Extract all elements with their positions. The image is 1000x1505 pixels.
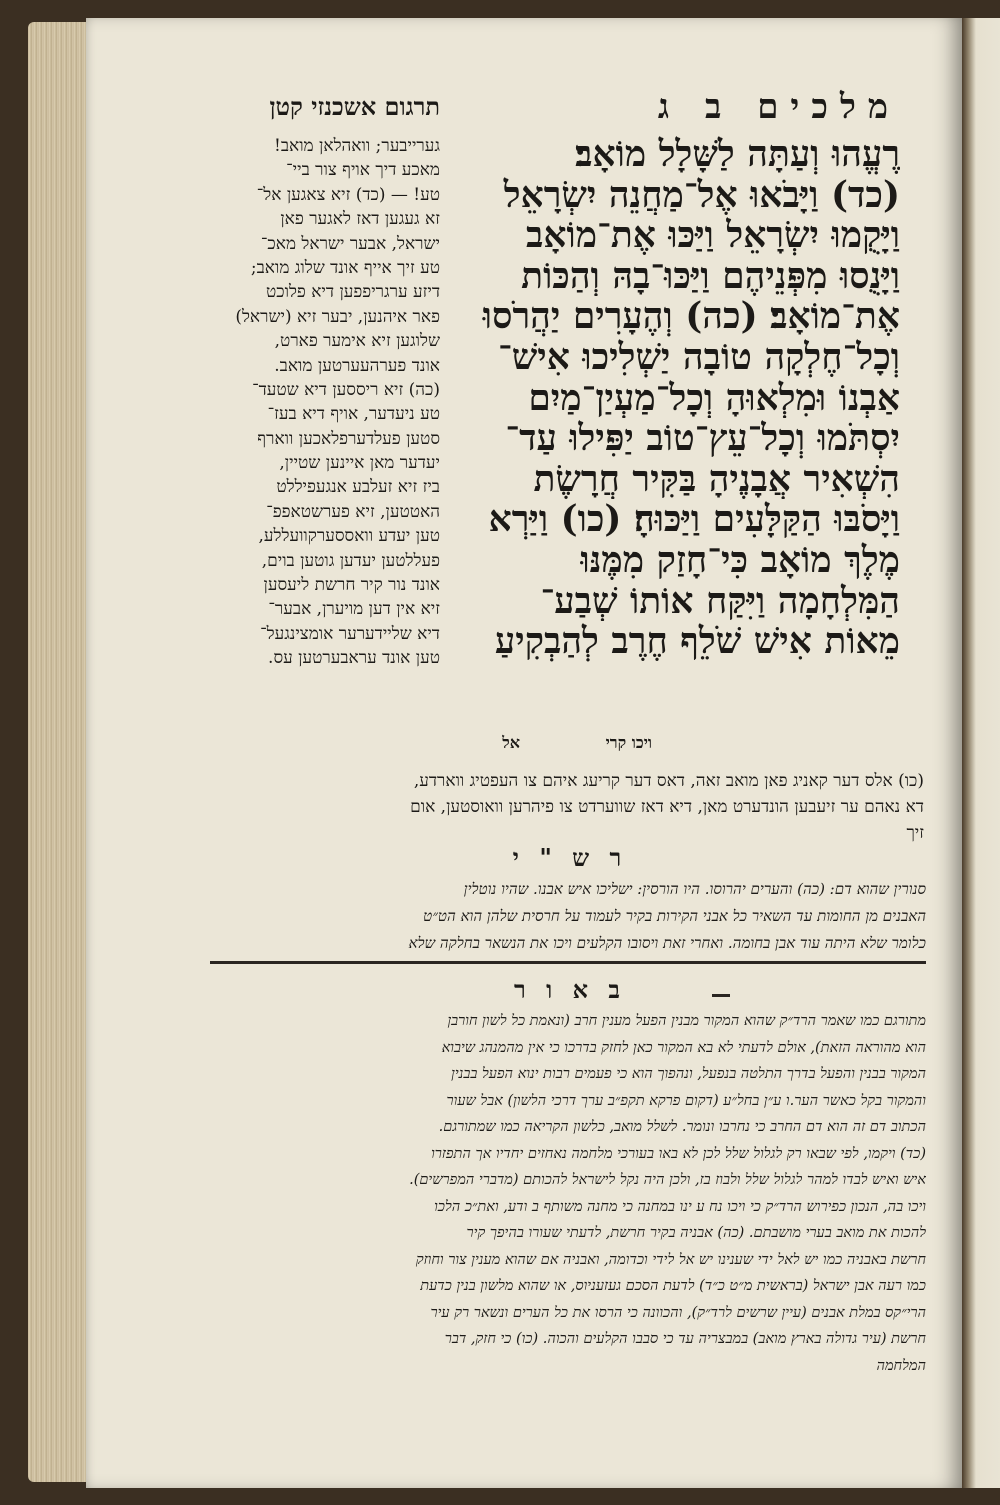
commentary-line: המקור בבנין והפעל בדרך התלטה בנפעל, ונהפוך הוא כי פעמים רבות ינוא הפעל בבנין bbox=[451, 1066, 926, 1082]
commentary-line: המלחמה bbox=[876, 1357, 926, 1374]
translation-line: ביז זיא זעלבע אנגעפיללט bbox=[276, 477, 440, 498]
translation-line: (כו) אלס דער קאניג פאן מואב זאה, דאס דער קריעג איהם צו העפטיג ווארדע, bbox=[413, 771, 924, 791]
keri-note-right: אל bbox=[502, 733, 520, 752]
commentary-line: להכות את מואב בערי מושבתם. (כה) אבניה בקיר חרשת, לדעתי שעורו בהיפך קיר bbox=[466, 1225, 926, 1241]
main-text-line: וַיָּנֻסוּ מִפְּנֵיהֶם וַיַּכּוּ־בָהּ וְהַכּוֹת bbox=[521, 255, 900, 297]
commentary-line: הכתוב דם זה הוא דם החרב כי נחרבו ונומר. לשלל מואב, כלשון הקריאה כמו שמתורגם. bbox=[438, 1119, 926, 1135]
commentary-line: סנורין שהוא דם: (כה) והערים יהרוסו. היו הורסין: ישליכו איש אבנו. שהיו נוטלין bbox=[463, 880, 926, 898]
keri-note-left: ויכו קרי bbox=[605, 733, 652, 752]
commentary-line: מתורגם כמו שאמר הרד״ק שהוא המקור מבנין הפעל מענין חרב (ונאמת כל לשון חורבן bbox=[447, 1013, 926, 1029]
commentary-line: (כד) ויקמו, לפי שבאו רק לגלול שלל לכן לא באו בעורכי מלחמה נאחזים יחדיו אך התפזרו bbox=[431, 1145, 926, 1162]
main-text-line: הַמִּלְחָמָה וַיִּקַּח אוֹתוֹ שְׁבַע־ bbox=[540, 580, 900, 622]
biur-title: ב א ו ר bbox=[514, 975, 626, 1004]
translation-line: דיזע ערגריפפען דיא פלוכט bbox=[266, 282, 440, 303]
translation-line: (כה) זיא ריססען דיא שטעד־ bbox=[252, 379, 440, 400]
main-text-column bbox=[400, 86, 900, 662]
main-text-line: הִשְׁאִיר אֲבָנֶיהָ בַּקִּיר חֲרָשֶׂת bbox=[533, 458, 900, 500]
commentary-line: ויכו בה, הנכון כפירוש הרד״ק כי ויכו נח ע ינו במחנה כי מחנה משותף ב ודע, ואת״כ הלכו bbox=[434, 1198, 926, 1215]
main-text-line: מֶלֶךְ מוֹאָב כִּי־חָזַק מִמֶּנּוּ bbox=[580, 539, 900, 581]
translation-continuation bbox=[220, 768, 924, 846]
commentary-line: הוא מהוראה הזאת), אולם לדעתי לא בא המקור כאן לחזק בדרכו כי אין מהמנהג שיבוא bbox=[441, 1039, 926, 1056]
main-text-line: וַיָּסֹבּוּ הַקַּלָּעִים וַיַּכּוּהָ׃ (כו) וַיַּרְא bbox=[488, 499, 900, 540]
main-text-line: רֶעֱהוּ וְעַתָּה לַשָּׁלָל מוֹאָב׃ bbox=[575, 134, 900, 175]
keri-notes bbox=[400, 733, 900, 755]
translation-line: דיא שליידערער אומצינגעל־ bbox=[260, 623, 440, 644]
translation-line: טען יעדע וואססערקוועללע, bbox=[258, 526, 440, 547]
rashi-commentary bbox=[214, 876, 926, 957]
translation-line: זיא אין דען מויערן, אבער־ bbox=[268, 599, 440, 620]
main-text-line: (כד) וַיָּבֹאוּ אֶל־מַחֲנֵה יִשְׂרָאֵל bbox=[503, 174, 900, 216]
main-text-line: אַבְנוֹ וּמִלְאוּהָ וְכָל־מַעְיַן־מַיִם bbox=[528, 377, 900, 419]
translation-line: גערייבער; וואהלאן מואב! bbox=[273, 136, 440, 156]
translation-header: תרגום אשכנזי קטן bbox=[269, 92, 440, 121]
biur-commentary bbox=[214, 1008, 926, 1379]
translation-line: סטען פעלדערפלאכען ווארף bbox=[257, 428, 440, 449]
translation-column bbox=[196, 86, 440, 671]
translation-line: זיך bbox=[906, 823, 924, 843]
commentary-line: חרשת באבניה כמו יש לאל ידי שענינו יש אל לידי וכדומה, ואבניה אם שהוא מענין צור וחוזק bbox=[415, 1251, 926, 1268]
main-text-line: יִסְתֹּמוּ וְכָל־עֵץ־טוֹב יַפִּילוּ עַד־ bbox=[505, 418, 900, 459]
translation-line: פאר איהנען, יבער זיא (ישראל) bbox=[235, 306, 440, 327]
translation-line: אונד נור קיר חרשת ליעסען bbox=[263, 575, 440, 596]
rashi-title: ר ש " י bbox=[512, 843, 628, 872]
translation-line: מאכע דיך אויף צור ביי־ bbox=[286, 160, 440, 181]
facing-page-edge bbox=[962, 18, 1000, 1488]
commentary-line: כמו רעה אבן ישראל (בראשית מ״ט כ״ד) לדעת הסכם געזעניוס, או שהוא מלשון בנין כדעת bbox=[420, 1278, 926, 1294]
translation-line: ישראל, אבער ישראל מאכ־ bbox=[260, 233, 440, 254]
translation-line: אונד פערהעערטען מואב. bbox=[274, 355, 440, 376]
commentary-line: חרשת (עיר גדולה בארץ מואב) במבצריה עד כי סבבו הקלעים והכוה. (כו) כי חזק, דבר bbox=[444, 1331, 926, 1347]
running-header: מלכים ב ג bbox=[657, 87, 900, 127]
translation-line: טע! — (כד) זיא צאגען אל־ bbox=[256, 184, 440, 205]
commentary-line: איש ואיש לבדו למהר לגלול שלל ולבוז בז, ולכן היה נקל לישראל להכותם (מדברי המפרשים). bbox=[409, 1172, 926, 1188]
commentary-line: והמקור בקל כאשר הער.ו ע״ן בחל״ע (דקום פרקא תקפ״ב ערך דרכי הלשון) אבל שעור bbox=[446, 1092, 926, 1109]
main-text-line: מֵאוֹת אִישׁ שֹׁלֵף חֶרֶב לְהַבְקִיעַ bbox=[494, 621, 900, 662]
main-text-line: וְכָל־חֶלְקָה טוֹבָה יַשְׁלִיכוּ אִישׁ־ bbox=[498, 336, 900, 378]
translation-line: טע זיך אייף אונד שלוג מואב; bbox=[250, 257, 440, 278]
main-text-line: אֶת־מוֹאָב׃ (כה) וְהֶעָרִים יַהֲרֹסוּ bbox=[482, 296, 900, 337]
book-page-edges bbox=[28, 22, 90, 1482]
commentary-line: כלומר שלא היתה עוד אבן בחומה. ואחרי זאת ויסובו הקלעים ויכו את הנשאר בחלקה שלא bbox=[408, 934, 926, 952]
translation-line: זא געגען דאז לאגער פאן bbox=[280, 209, 440, 230]
translation-line: האטטען, זיא פערשטאפפ־ bbox=[266, 501, 440, 522]
translation-line: פעללטען יעדען גוטען בוים, bbox=[261, 550, 440, 571]
translation-line: שלוגען זיא אימער פארט, bbox=[274, 331, 440, 352]
translation-line: יעדער מאן איינען שטיין, bbox=[279, 453, 440, 474]
translation-line: טע ניעדער, אויף דיא בעז־ bbox=[267, 404, 440, 425]
commentary-line: האבנים מן החומות עד השאיר כל אבני הקירות בקיר לעמוד על חרסית שלהן הוא הט״ט bbox=[423, 907, 926, 925]
translation-line: דא נאהם ער זיעבען הונדערט מאן, דיא דאז שווערדט צו פיהרען וואוסטען, אום bbox=[410, 797, 924, 817]
translation-line: טען אונד עראבערטען עס. bbox=[268, 648, 440, 669]
section-divider bbox=[210, 961, 926, 964]
commentary-line: הרי״קס במלת אבנים (עיין שרשים לרד״ק), והכוונה כי הרסו את כל הערים ונשאר רק עיר bbox=[430, 1304, 926, 1321]
main-text-line: וַיָּקֻמוּ יִשְׂרָאֵל וַיַּכּוּ אֶת־מוֹאָב bbox=[526, 215, 900, 256]
